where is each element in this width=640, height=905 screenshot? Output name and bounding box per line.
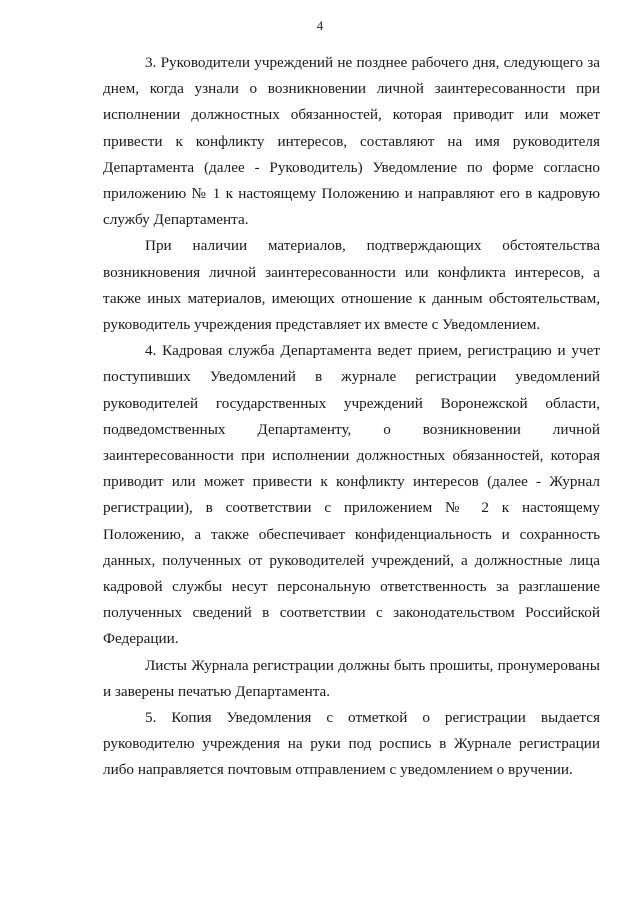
paragraph-3-notification-deadline: 3. Руководители учреждений не позднее рабочего дня, следующего за днем, когда узнали о возникновении личной заинтересованности при исполнении должностных обязанностей, которая приводит или может привести к конфликту интересов, составляют на имя руководителя Департамента (далее - Руководитель) Уведомление по форме согласно приложению № 1 к настоящему Положению и направляют его в кадровую службу Департамента. [103, 54, 600, 229]
paragraph-supporting-materials: При наличии материалов, подтверждающих обстоятельства возникновения личной заинтересованности или конфликта интересов, а также иных материалов, имеющих отношение к данным обстоятельствам, руководитель учреждения представляет их вместе с Уведомлением. [103, 237, 600, 334]
paragraph-journal-sheets: Листы Журнала регистрации должны быть прошиты, пронумерованы и заверены печатью Департамента. [103, 656, 600, 700]
page-number: 4 [316, 18, 324, 33]
document-body [103, 50, 600, 784]
paragraph-4-registration: 4. Кадровая служба Департамента ведет прием, регистрацию и учет поступивших Уведомлений в журнале регистрации уведомлений руководителей государственных учреждений Воронежской области, подведомственных Департаменту, о возникновении личной заинтересованности при исполнении должностных обязанностей, которая приводит или может привести к конфликту интересов (далее - Журнал регистрации), в соответствии с приложением № 2 к настоящему Положению, а также обеспечивает конфиденциальность и сохранность данных, полученных от руководителей учреждений, а должностные лица кадровой службы несут персональную ответственность за разглашение полученных сведений в соответствии с законодательством Российской Федерации. [103, 342, 600, 648]
paragraph-5-copy-issuance: 5. Копия Уведомления с отметкой о регистрации выдается руководителю учреждения на руки под роспись в Журнале регистрации либо направляется почтовым отправлением с уведомлением о вручении. [103, 709, 600, 779]
